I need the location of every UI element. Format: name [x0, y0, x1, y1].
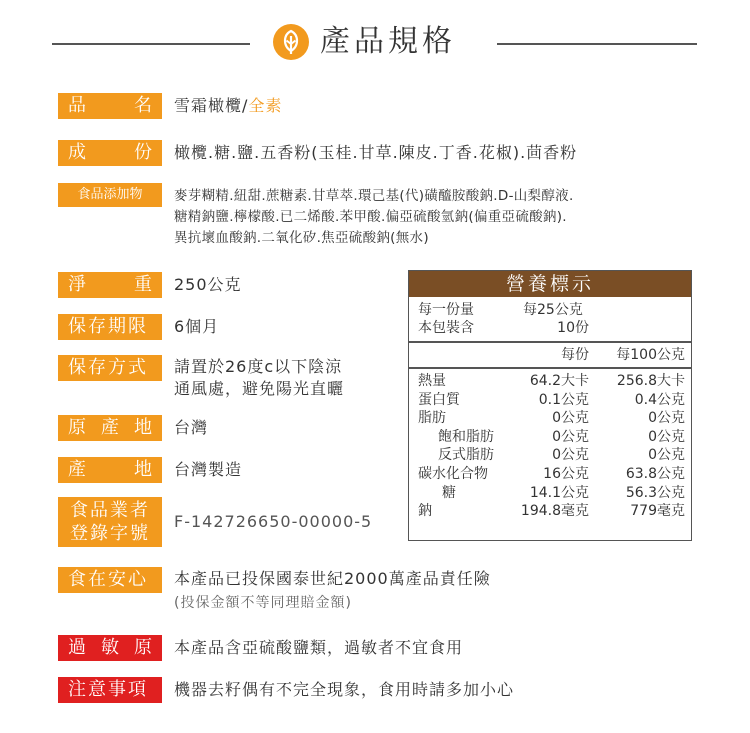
- made-in-value: 台灣製造: [174, 460, 243, 479]
- col-per-100g: 每100公克: [616, 347, 685, 363]
- label-origin: 原 產 地: [58, 415, 162, 441]
- col-per-serving: 每份: [561, 347, 589, 363]
- nutrient-per-serving: 0公克: [552, 428, 589, 445]
- label-additives: 食品添加物: [58, 183, 162, 207]
- nutrient-per-100g: 256.8大卡: [616, 373, 685, 389]
- registration-value: F-142726650-00000-5: [174, 512, 373, 531]
- nutrient-name: 鈉: [418, 503, 432, 520]
- nutrient-name: 碳水化合物: [418, 466, 488, 482]
- leaf-badge-icon: [273, 24, 309, 60]
- nutrient-per-serving: 0公克: [552, 410, 589, 427]
- nutrient-per-100g: 779毫克: [630, 503, 685, 520]
- title-rule-left: [52, 43, 250, 45]
- safety-value: 本產品已投保國泰世紀2000萬產品責任險: [174, 569, 491, 588]
- title-rule-right: [497, 43, 697, 45]
- nutrient-per-100g: 0.4公克: [634, 391, 685, 408]
- additives-line-1: 麥芽糊精.紐甜.蔗糖素.甘草萃.環己基(代)磺醯胺酸鈉.D-山梨醇液.: [174, 188, 574, 204]
- nutrient-name: 蛋白質: [418, 391, 460, 408]
- product-name-value: 雪霜橄欖/全素: [174, 96, 283, 115]
- net-weight-value: 250公克: [174, 275, 242, 294]
- nutrient-per-100g: 0公克: [648, 428, 685, 445]
- storage-line-2: 通風處，避免陽光直曬: [174, 379, 345, 398]
- nutrient-name: 反式脂肪: [438, 447, 494, 464]
- nutrient-per-100g: 56.3公克: [625, 484, 685, 501]
- label-product-name: 品 名: [58, 93, 162, 119]
- additives-line-2: 糖精鈉鹽.檸檬酸.已二烯酸.苯甲酸.偏亞硫酸氫鈉(偏重亞硫酸鈉).: [174, 209, 567, 225]
- nutrient-per-serving: 0公克: [552, 447, 589, 464]
- ingredients-value: 橄欖.糖.鹽.五香粉(玉桂.甘草.陳皮.丁香.花椒).茴香粉: [174, 143, 578, 162]
- label-registration: 食品業者 登錄字號: [58, 497, 162, 547]
- nutrient-name: 糖: [442, 484, 456, 501]
- nutrient-per-serving: 64.2大卡: [529, 373, 589, 389]
- additives-line-3: 異抗壞血酸鈉.二氧化矽.焦亞硫酸鈉(無水): [174, 230, 429, 246]
- pack-value: 10份: [557, 320, 589, 336]
- label-storage: 保存方式: [58, 355, 162, 381]
- label-made-in: 產 地: [58, 457, 162, 483]
- nutrient-per-100g: 63.8公克: [625, 466, 685, 482]
- origin-value: 台灣: [174, 418, 209, 437]
- label-allergen: 過 敏 原: [58, 635, 162, 661]
- vegan-note: 全素: [248, 96, 283, 115]
- label-safety: 食在安心: [58, 567, 162, 593]
- pack-label: 本包裝含: [418, 320, 474, 336]
- serving-label: 每一份量: [418, 302, 474, 318]
- serving-value: 每25公克: [523, 302, 583, 318]
- nutrient-per-100g: 0公克: [648, 447, 685, 464]
- nutrient-per-serving: 194.8毫克: [520, 503, 589, 520]
- nutrient-per-100g: 0公克: [648, 410, 685, 427]
- shelf-life-value: 6個月: [174, 317, 220, 336]
- nutrient-per-serving: 16公克: [543, 466, 589, 482]
- nutrient-name: 脂肪: [418, 410, 446, 427]
- table-divider-2: [409, 367, 691, 369]
- label-shelf-life: 保存期限: [58, 314, 162, 340]
- label-caution: 注意事項: [58, 677, 162, 703]
- table-divider-1: [409, 341, 691, 343]
- storage-line-1: 請置於26度c以下陰涼: [174, 357, 343, 376]
- label-ingredients: 成 份: [58, 140, 162, 166]
- safety-note: (投保金額不等同理賠金額): [174, 595, 352, 611]
- nutrition-table: [408, 270, 692, 541]
- nutrient-name: 熱量: [418, 373, 446, 389]
- label-net-weight: 淨 重: [58, 272, 162, 298]
- allergen-value: 本產品含亞硫酸鹽類，過敏者不宜食用: [174, 638, 464, 657]
- nutrient-per-serving: 0.1公克: [538, 391, 589, 408]
- caution-value: 機器去籽偶有不完全現象，食用時請多加小心: [174, 680, 515, 699]
- nutrient-name: 飽和脂肪: [438, 428, 494, 445]
- page-title: 產品規格: [320, 24, 456, 59]
- nutrient-per-serving: 14.1公克: [529, 484, 589, 501]
- nutrition-title: 營養標示: [409, 271, 691, 297]
